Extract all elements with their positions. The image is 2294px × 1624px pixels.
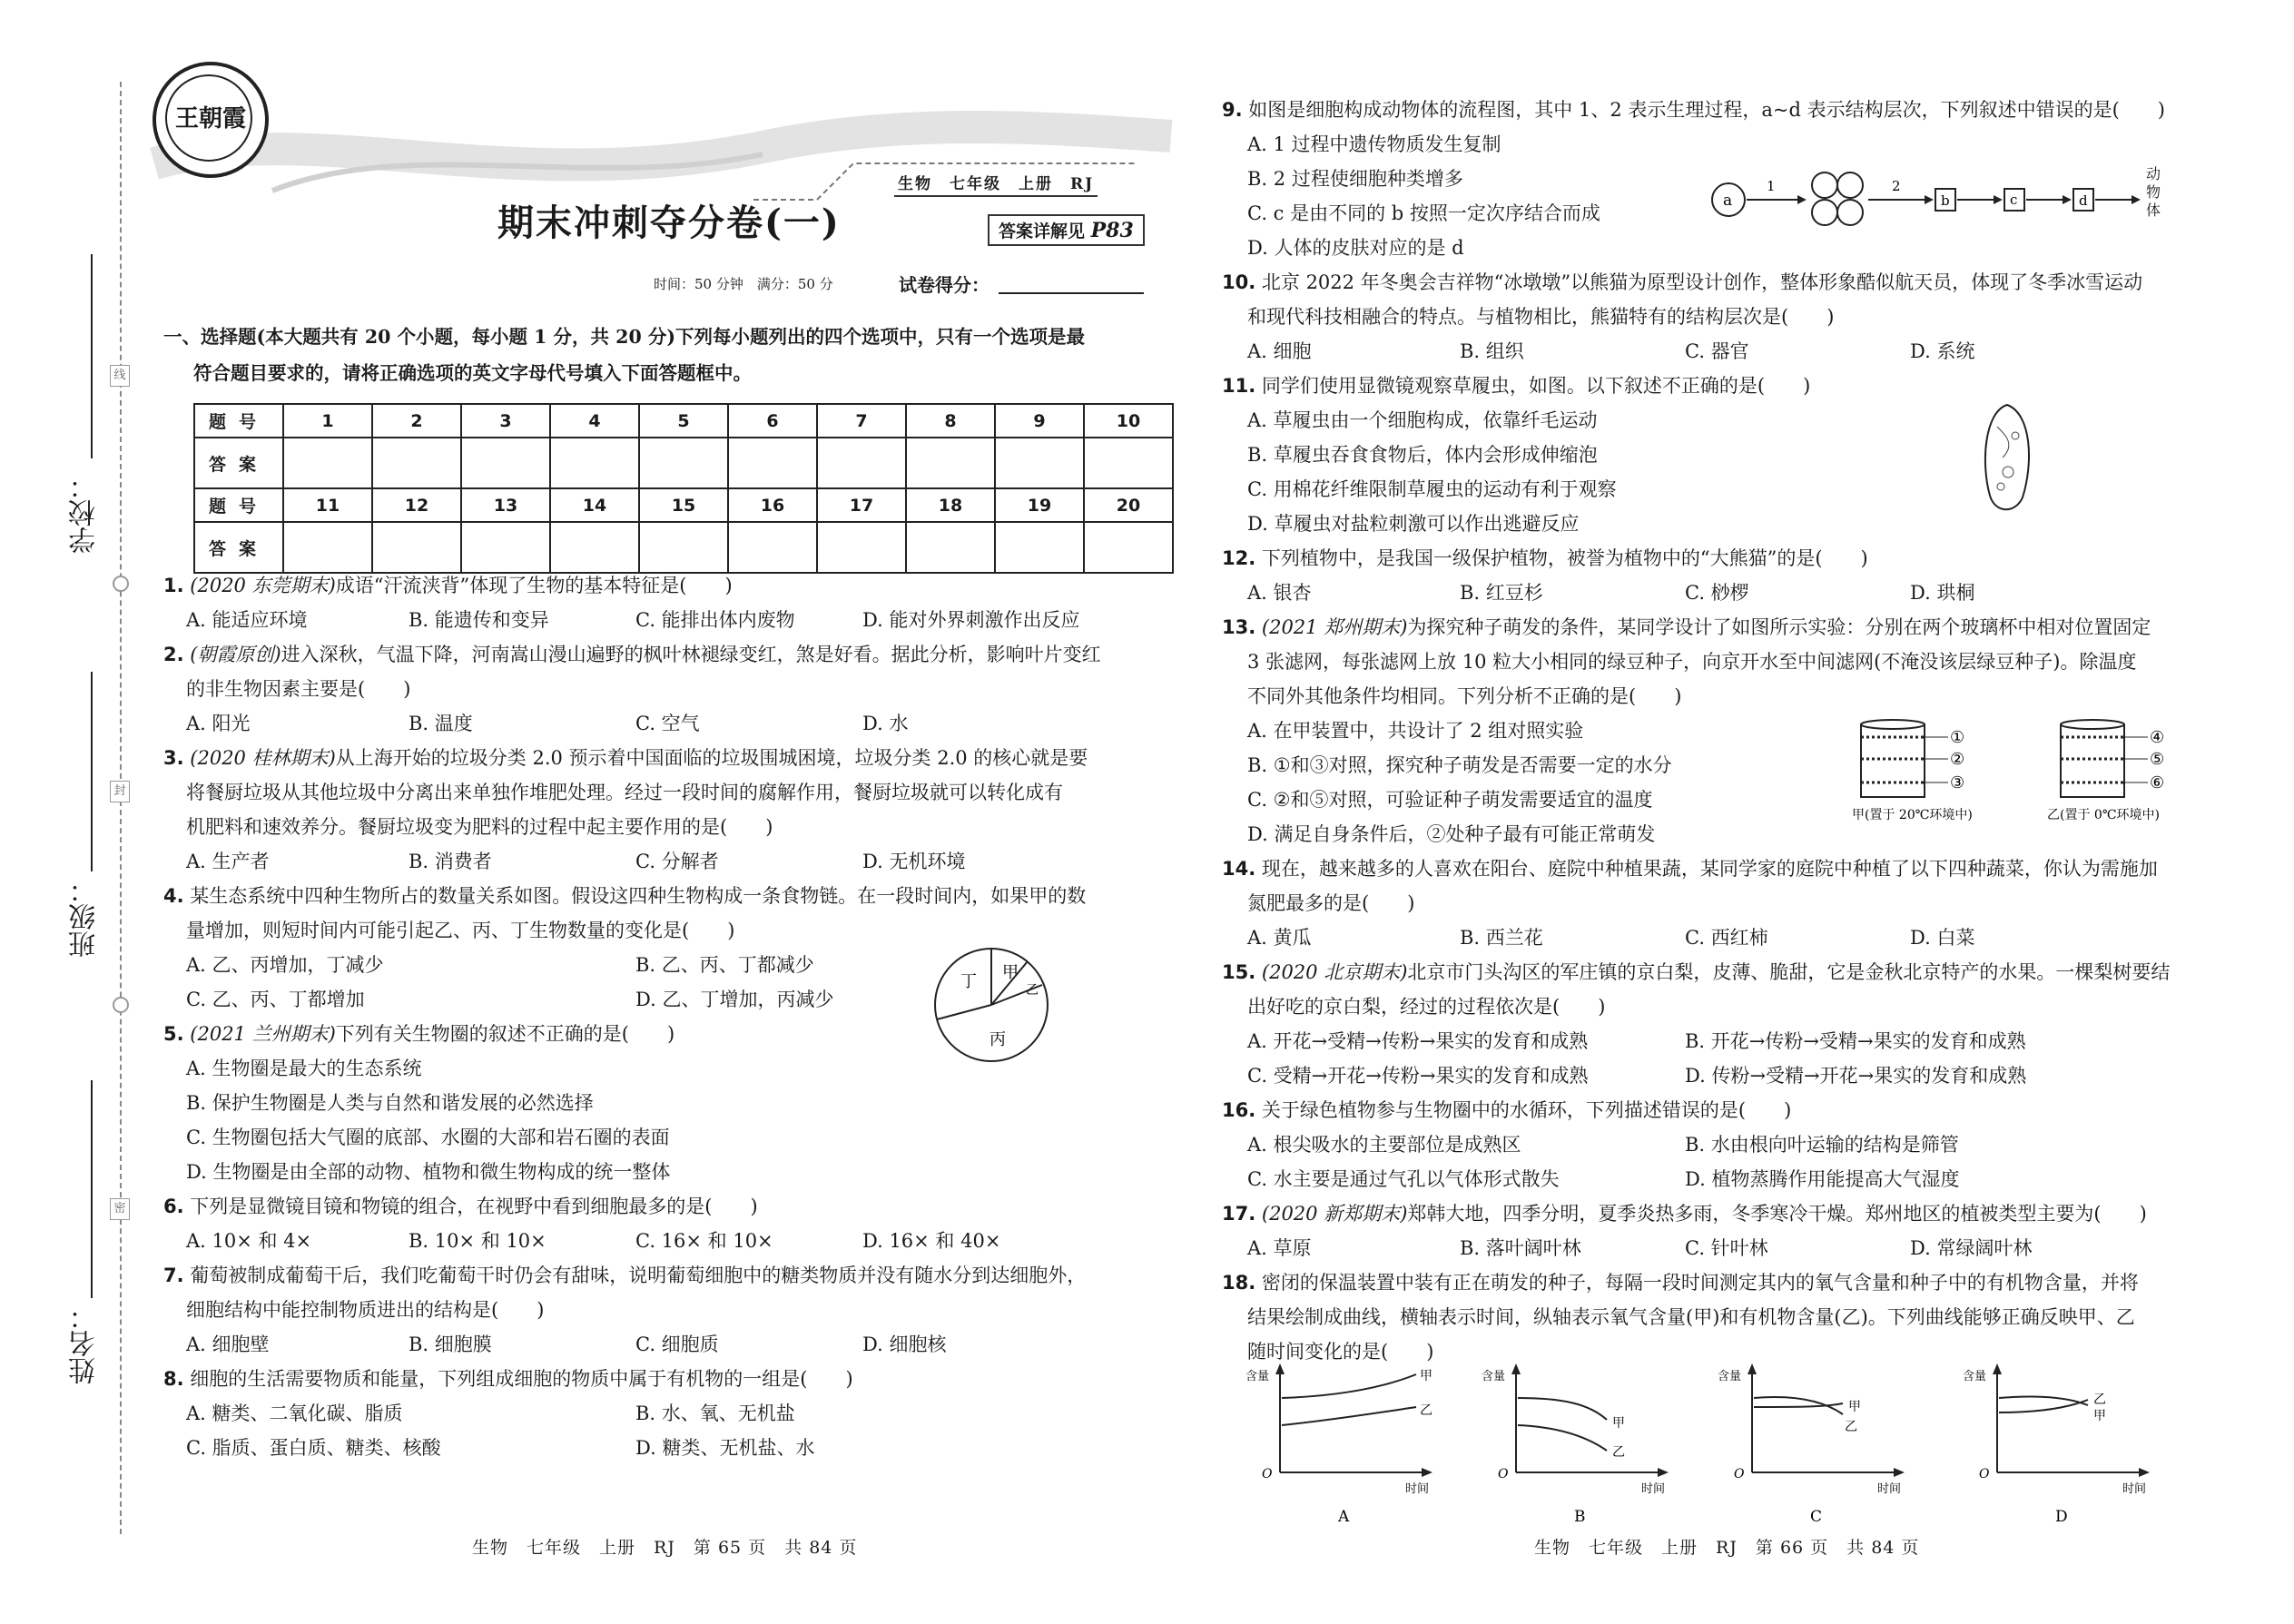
- flow-c: c: [2010, 192, 2018, 208]
- answer-cell[interactable]: [283, 522, 372, 573]
- option[interactable]: A. 细胞: [1247, 340, 1312, 362]
- footer-right: 生物 七年级 上册 RJ 第 66 页 共 84 页: [1534, 1538, 1920, 1558]
- question-stem: 2. (朝霞原创)进入深秋，气温下降，河南嵩山漫山遍野的枫叶林褪绿变红，煞是好看。据此分析，影响叶片变红: [163, 644, 1101, 665]
- option[interactable]: D. 16× 和 40×: [862, 1230, 1001, 1252]
- answer-cell[interactable]: [372, 438, 461, 488]
- origin-label: O: [1734, 1467, 1745, 1481]
- question-stem: 16. 关于绿色植物参与生物圈中的水循环，下列描述错误的是( ): [1222, 1099, 1792, 1121]
- question-stem: 7. 葡萄被制成葡萄干后，我们吃葡萄干时仍会有甜味，说明葡萄细胞中的糖类物质并没有随水分到达细胞外，: [163, 1265, 1087, 1286]
- options-row: [163, 706, 1153, 741]
- question-number: 4: [550, 404, 639, 438]
- option[interactable]: A. 草原: [1247, 1237, 1312, 1259]
- answer-cell[interactable]: [728, 522, 817, 573]
- answer-cell[interactable]: [283, 438, 372, 488]
- option[interactable]: D. 细胞核: [862, 1334, 947, 1355]
- options-row: [1222, 334, 2230, 369]
- page-title: 期末冲刺夺分卷(一): [497, 202, 841, 244]
- option[interactable]: B. 组织: [1460, 340, 1524, 362]
- options-row: [163, 1396, 1153, 1431]
- question-number: 2: [372, 404, 461, 438]
- option[interactable]: B. 保护生物圈是人类与自然和谐发展的必然选择: [186, 1092, 594, 1114]
- option[interactable]: D. 传粉→受精→开花→果实的发育和成熟: [1685, 1065, 2027, 1087]
- question-stem-cont: 细胞结构中能控制物质进出的结构是( ): [186, 1299, 545, 1321]
- option[interactable]: C. 针叶林: [1685, 1237, 1768, 1259]
- question-number: 5: [639, 404, 728, 438]
- question-number: 15: [639, 488, 728, 522]
- option[interactable]: C. 生物圈包括大气圈的底部、水圈的大部和岩石圈的表面: [186, 1127, 670, 1148]
- option[interactable]: D. 满足自身条件后，②处种子最有可能正常萌发: [1247, 823, 1656, 845]
- option[interactable]: B. 西兰花: [1460, 927, 1543, 949]
- flow-b: b: [1941, 192, 1950, 209]
- question-stem: 15. (2020 北京期末)北京市门头沟区的军庄镇的京白梨，皮薄、脆甜，它是金秋北京特产的水果。一棵梨树要结: [1222, 961, 2171, 983]
- answer-grid: [193, 403, 1174, 574]
- question-stem: 1. (2020 东莞期末)成语“汗流浃背”体现了生物的基本特征是( ): [163, 575, 733, 596]
- answer-cell[interactable]: [728, 438, 817, 488]
- jar-label: ①: [1950, 728, 1965, 747]
- curve-label: 乙: [2093, 1393, 2106, 1407]
- option[interactable]: A. 生物圈是最大的生态系统: [186, 1058, 422, 1079]
- section-instruction: 符合题目要求的，请将正确选项的英文字母代号填入下面答题框中。: [193, 362, 752, 384]
- answer-cell[interactable]: [906, 522, 995, 573]
- options-row: [163, 603, 1153, 637]
- options-row: [163, 1327, 1153, 1362]
- option[interactable]: B. 开花→传粉→受精→果实的发育和成熟: [1685, 1030, 2026, 1052]
- option[interactable]: B. 水、氧、无机盐: [635, 1403, 795, 1424]
- jar-caption: 甲(置于 20℃环境中): [1852, 808, 1973, 822]
- origin-label: O: [1498, 1467, 1509, 1481]
- question-stem: 10. 北京 2022 年冬奥会吉祥物“冰墩墩”以熊猫为原型设计创作，整体形象酷似航天员，体现了冬季冰雪运动: [1222, 271, 2143, 293]
- question-stem-cont: 的非生物因素主要是( ): [186, 678, 411, 700]
- curve-label: 乙: [1845, 1420, 1857, 1434]
- option[interactable]: D. 常绿阔叶林: [1910, 1237, 2033, 1259]
- answer-cell[interactable]: [1084, 522, 1173, 573]
- question-number: 6: [728, 404, 817, 438]
- option[interactable]: A. 黄瓜: [1247, 927, 1312, 949]
- option[interactable]: B. 落叶阔叶林: [1460, 1237, 1581, 1259]
- axis-label: 含量: [1482, 1370, 1506, 1383]
- question-stem-cont: 出好吃的京白梨，经过的过程依次是( ): [1247, 996, 1606, 1018]
- food-chain-pie: [926, 940, 1062, 1067]
- option[interactable]: C. 水主要是通过气孔以气体形式散失: [1247, 1168, 1560, 1190]
- jar-caption: 乙(置于 0℃环境中): [2047, 808, 2160, 822]
- paramecium-illustration: [1975, 399, 2039, 517]
- axis-label: 时间: [1641, 1482, 1666, 1496]
- option[interactable]: C. c 是由不同的 b 按照一定次序结合而成: [1247, 202, 1600, 224]
- graph-a: [1245, 1363, 1433, 1525]
- table-header: 题号: [194, 488, 283, 522]
- options-row: [1222, 1024, 2230, 1058]
- question-number: 18: [906, 488, 995, 522]
- binding-hole: [113, 576, 129, 592]
- option[interactable]: A. 银杏: [1247, 582, 1312, 604]
- subject-tag: 生物 七年级 上册 RJ: [894, 171, 1098, 197]
- logo-text: 王朝霞: [174, 105, 246, 133]
- option[interactable]: C. 用棉花纤维限制草履虫的运动有利于观察: [1247, 478, 1617, 500]
- section-instruction: 一、选择题(本大题共有 20 个小题，每小题 1 分，共 20 分)下列每小题列出的四个选项中，只有一个选项是最: [163, 326, 1086, 348]
- question-number: 14: [550, 488, 639, 522]
- option[interactable]: D. 白菜: [1910, 927, 1975, 949]
- options-row: [1222, 576, 2230, 610]
- answer-cell[interactable]: [995, 522, 1084, 573]
- graph-letter: B: [1574, 1508, 1586, 1525]
- option[interactable]: A. 开花→受精→传粉→果实的发育和成熟: [1247, 1030, 1589, 1052]
- jar-label: ⑤: [2150, 750, 2165, 769]
- axis-label: 时间: [2122, 1482, 2147, 1496]
- answer-cell[interactable]: [817, 438, 906, 488]
- option[interactable]: B. 乙、丙、丁都减少: [635, 954, 814, 976]
- question-stem: 4. 某生态系统中四种生物所占的数量关系如图。假设这四种生物构成一条食物链。在一段时间内，如果甲的数: [163, 885, 1087, 907]
- question-number: 16: [728, 488, 817, 522]
- jar-label: ③: [1950, 773, 1965, 792]
- option[interactable]: D. 乙、丁增加，丙减少: [635, 989, 834, 1010]
- pie-label: 甲: [1002, 963, 1019, 982]
- binding-line: [120, 82, 122, 1534]
- flow-d: d: [2079, 192, 2088, 209]
- school-field[interactable]: [91, 254, 93, 458]
- option[interactable]: A. 10× 和 4×: [186, 1230, 312, 1252]
- jar-label: ⑥: [2150, 773, 2165, 792]
- option[interactable]: C. 16× 和 10×: [635, 1230, 773, 1252]
- option[interactable]: C. 能排出体内废物: [635, 609, 795, 631]
- seal-char: 线: [110, 365, 130, 387]
- option[interactable]: C. 西红柿: [1685, 927, 1768, 949]
- option[interactable]: A. 能适应环境: [186, 609, 308, 631]
- question-stem: 12. 下列植物中，是我国一级保护植物，被誉为植物中的“大熊猫”的是( ): [1222, 547, 1868, 569]
- binding-hole: [113, 997, 129, 1013]
- option[interactable]: D. 能对外界刺激作出反应: [862, 609, 1080, 631]
- question-stem: 14. 现在，越来越多的人喜欢在阳台、庭院中种植果蔬，某同学家的庭院中种植了以下四种蔬菜，你认为需施加: [1222, 858, 2158, 880]
- graph-letter: D: [2055, 1508, 2068, 1525]
- q18-graphs: [1244, 1362, 2260, 1525]
- answer-cell[interactable]: [1084, 438, 1173, 488]
- pie-label: 丙: [989, 1030, 1006, 1049]
- flow-end: 动物体: [2146, 165, 2161, 219]
- question-number: 19: [995, 488, 1084, 522]
- question-number: 3: [461, 404, 550, 438]
- option[interactable]: C. 器官: [1685, 340, 1749, 362]
- question-stem-cont: 机肥料和速效养分。餐厨垃圾变为肥料的过程中起主要作用的是( ): [186, 816, 773, 838]
- cell-flow-diagram: [1707, 163, 2179, 245]
- option[interactable]: B. 能遗传和变异: [409, 609, 549, 631]
- question-number: 17: [817, 488, 906, 522]
- option[interactable]: C. 空气: [635, 713, 700, 734]
- options-row: [1222, 1231, 2230, 1265]
- answer-ref-page: P83: [1090, 219, 1134, 242]
- option[interactable]: A. 生产者: [186, 851, 270, 872]
- axis-label: 含量: [1963, 1370, 1987, 1383]
- table-header: 题号: [194, 404, 283, 438]
- axis-label: 含量: [1245, 1370, 1270, 1383]
- graph-b: [1482, 1363, 1669, 1525]
- option[interactable]: B. 红豆杉: [1460, 582, 1543, 604]
- option[interactable]: B. 10× 和 10×: [409, 1230, 546, 1252]
- footer-left: 生物 七年级 上册 RJ 第 65 页 共 84 页: [472, 1538, 858, 1558]
- option[interactable]: D. 人体的皮肤对应的是 d: [1247, 237, 1464, 259]
- answer-cell[interactable]: [461, 522, 550, 573]
- question-stem-cont: 不同外其他条件均相同。下列分析不正确的是( ): [1247, 685, 1682, 707]
- option[interactable]: C. 细胞质: [635, 1334, 719, 1355]
- option[interactable]: C. 脂质、蛋白质、糖类、核酸: [186, 1437, 441, 1459]
- answer-cell[interactable]: [461, 438, 550, 488]
- axis-label: 含量: [1718, 1370, 1742, 1383]
- axis-label: 时间: [1405, 1482, 1430, 1496]
- question-number: 13: [461, 488, 550, 522]
- jar-label: ④: [2150, 728, 2165, 747]
- curve-label: 甲: [1612, 1416, 1625, 1431]
- curve-label: 乙: [1612, 1445, 1625, 1460]
- question-stem: 17. (2020 新郑期末)郑韩大地，四季分明，夏季炎热多雨，冬季寒冷干燥。郑州地区的植被类型主要为( ): [1222, 1203, 2147, 1225]
- answer-reference: [988, 214, 1145, 246]
- option[interactable]: C. 桫椤: [1685, 582, 1749, 604]
- graph-letter: A: [1338, 1508, 1350, 1525]
- option[interactable]: D. 系统: [1910, 340, 1975, 362]
- options-row: [1222, 1127, 2230, 1162]
- options-row: [1222, 1058, 2230, 1093]
- question-number: 9: [995, 404, 1084, 438]
- question-stem-cont: 随时间变化的是( ): [1247, 1341, 1434, 1363]
- question-stem-cont: 和现代科技相融合的特点。与植物相比，熊猫特有的结构层次是( ): [1247, 306, 1835, 328]
- answer-cell[interactable]: [639, 438, 728, 488]
- score-field[interactable]: [999, 292, 1144, 294]
- school-label: 学校：: [69, 472, 101, 554]
- option[interactable]: A. 1 过程中遗传物质发生复制: [1247, 133, 1501, 155]
- option[interactable]: B. 水由根向叶运输的结构是筛管: [1685, 1134, 1959, 1156]
- question-stem-cont: 3 张滤网，每张滤网上放 10 粒大小相同的绿豆种子，向京开水至中间滤网(不淹没该层绿豆种子)。除温度: [1247, 651, 2137, 673]
- option[interactable]: D. 生物圈是由全部的动物、植物和微生物构成的统一整体: [186, 1161, 671, 1183]
- origin-label: O: [1979, 1467, 1990, 1481]
- option[interactable]: D. 植物蒸腾作用能提高大气湿度: [1685, 1168, 1960, 1190]
- seal-char: 密: [110, 1198, 130, 1220]
- options-row: [1222, 920, 2230, 955]
- options-row: [1222, 1162, 2230, 1196]
- answer-ref-prefix: 答案详解见: [999, 221, 1086, 241]
- question-stem-cont: 量增加，则短时间内可能引起乙、丙、丁生物数量的变化是( ): [186, 920, 735, 941]
- option[interactable]: C. 乙、丙、丁都增加: [186, 989, 365, 1010]
- answer-cell[interactable]: [550, 438, 639, 488]
- curve-label: 乙: [1420, 1403, 1433, 1418]
- name-field[interactable]: [91, 1080, 93, 1298]
- option[interactable]: B. 细胞膜: [409, 1334, 492, 1355]
- flow-step2: 2: [1892, 178, 1901, 194]
- answer-cell[interactable]: [995, 438, 1084, 488]
- option[interactable]: A. 在甲装置中，共设计了 2 组对照实验: [1247, 720, 1584, 742]
- option[interactable]: D. 无机环境: [862, 851, 966, 872]
- graph-d: [1963, 1363, 2150, 1525]
- curve-label: 甲: [1848, 1400, 1861, 1414]
- option[interactable]: C. 分解者: [635, 851, 719, 872]
- score-label: 试卷得分：: [899, 274, 989, 296]
- time-info: 时间：50 分钟 满分：50 分: [654, 276, 833, 292]
- question-stem: 11. 同学们使用显微镜观察草履虫，如图。以下叙述不正确的是( ): [1222, 375, 1811, 397]
- option[interactable]: A. 糖类、二氧化碳、脂质: [186, 1403, 403, 1424]
- question-number: 7: [817, 404, 906, 438]
- options-row: [163, 1224, 1153, 1258]
- question-number: 20: [1084, 488, 1173, 522]
- answer-cell[interactable]: [639, 522, 728, 573]
- flow-step1: 1: [1767, 178, 1776, 194]
- seed-germination-jars: [1852, 717, 2233, 826]
- option[interactable]: B. 2 过程使细胞种类增多: [1247, 168, 1463, 190]
- question-number: 10: [1084, 404, 1173, 438]
- question-stem: 18. 密闭的保温装置中装有正在萌发的种子，每隔一段时间测定其内的氧气含量和种子中的有机物含量，并将: [1222, 1272, 2139, 1294]
- option[interactable]: D. 草履虫对盐粒刺激可以作出逃避反应: [1247, 513, 1580, 535]
- question-stem: 13. (2021 郑州期末)为探究种子萌发的条件，某同学设计了如图所示实验：分别在两个玻璃杯中相对位置固定: [1222, 616, 2151, 638]
- question-number: 8: [906, 404, 995, 438]
- option[interactable]: A. 阳光: [186, 713, 251, 734]
- question-stem-cont: 将餐厨垃圾从其他垃圾中分离出来单独作堆肥处理。经过一段时间的腐解作用，餐厨垃圾就可以转化成有: [186, 782, 1063, 803]
- pie-label: 乙: [1026, 983, 1039, 998]
- class-label: 班级：: [69, 876, 101, 958]
- question-stem: 6. 下列是显微镜目镜和物镜的组合，在视野中看到细胞最多的是( ): [163, 1196, 758, 1217]
- axis-label: 时间: [1877, 1482, 1902, 1496]
- header-ribbon: [136, 54, 1180, 281]
- logo-seal: [153, 62, 269, 178]
- question-number: 1: [283, 404, 372, 438]
- options-row: [163, 1431, 1153, 1465]
- question-number: 12: [372, 488, 461, 522]
- question-stem-cont: 结果绘制成曲线，横轴表示时间，纵轴表示氧气含量(甲)和有机物含量(乙)。下列曲线能够正确反映甲、乙: [1247, 1306, 2135, 1328]
- question-stem: 9. 如图是细胞构成动物体的流程图，其中 1、2 表示生理过程，a~d 表示结构层次，下列叙述中错误的是( ): [1222, 99, 2165, 121]
- option[interactable]: C. ②和⑤对照，可验证种子萌发需要适宜的温度: [1247, 789, 1653, 811]
- question-stem: 5. (2021 兰州期末)下列有关生物圈的叙述不正确的是( ): [163, 1023, 675, 1045]
- jar-label: ②: [1950, 750, 1965, 769]
- option[interactable]: A. 草履虫由一个细胞构成，依靠纤毛运动: [1247, 409, 1598, 431]
- option[interactable]: A. 乙、丙增加，丁减少: [186, 954, 384, 976]
- option[interactable]: B. ①和③对照，探究种子萌发是否需要一定的水分: [1247, 754, 1672, 776]
- option[interactable]: D. 珙桐: [1910, 582, 1975, 604]
- answer-cell[interactable]: [906, 438, 995, 488]
- graph-letter: C: [1810, 1508, 1823, 1525]
- curve-label: 甲: [2093, 1409, 2106, 1423]
- option[interactable]: B. 消费者: [409, 851, 492, 872]
- question-stem-cont: 氮肥最多的是( ): [1247, 892, 1415, 914]
- name-label: 姓名：: [69, 1303, 101, 1384]
- question-stem: 8. 细胞的生活需要物质和能量，下列组成细胞的物质中属于有机物的一组是( ): [163, 1368, 853, 1390]
- curve-label: 甲: [1420, 1369, 1433, 1383]
- graph-c: [1718, 1363, 1905, 1525]
- option[interactable]: B. 草履虫吞食食物后，体内会形成伸缩泡: [1247, 444, 1598, 466]
- option[interactable]: D. 水: [862, 713, 909, 734]
- class-field[interactable]: [91, 672, 93, 871]
- question-stem: 3. (2020 桂林期末)从上海开始的垃圾分类 2.0 预示着中国面临的垃圾围城困境，垃圾分类 2.0 的核心就是要: [163, 747, 1088, 769]
- origin-label: O: [1262, 1467, 1273, 1481]
- table-header: 答案: [194, 522, 283, 573]
- flow-a: a: [1723, 192, 1733, 210]
- seal-char: 封: [110, 781, 130, 802]
- answer-cell[interactable]: [372, 522, 461, 573]
- option[interactable]: C. 受精→开花→传粉→果实的发育和成熟: [1247, 1065, 1589, 1087]
- option[interactable]: D. 糖类、无机盐、水: [635, 1437, 815, 1459]
- options-row: [163, 844, 1153, 879]
- table-header: 答案: [194, 438, 283, 488]
- option[interactable]: A. 根尖吸水的主要部位是成熟区: [1247, 1134, 1521, 1156]
- option[interactable]: A. 细胞壁: [186, 1334, 270, 1355]
- answer-cell[interactable]: [550, 522, 639, 573]
- question-number: 11: [283, 488, 372, 522]
- option[interactable]: B. 温度: [409, 713, 473, 734]
- pie-label: 丁: [960, 972, 977, 991]
- answer-cell[interactable]: [817, 522, 906, 573]
